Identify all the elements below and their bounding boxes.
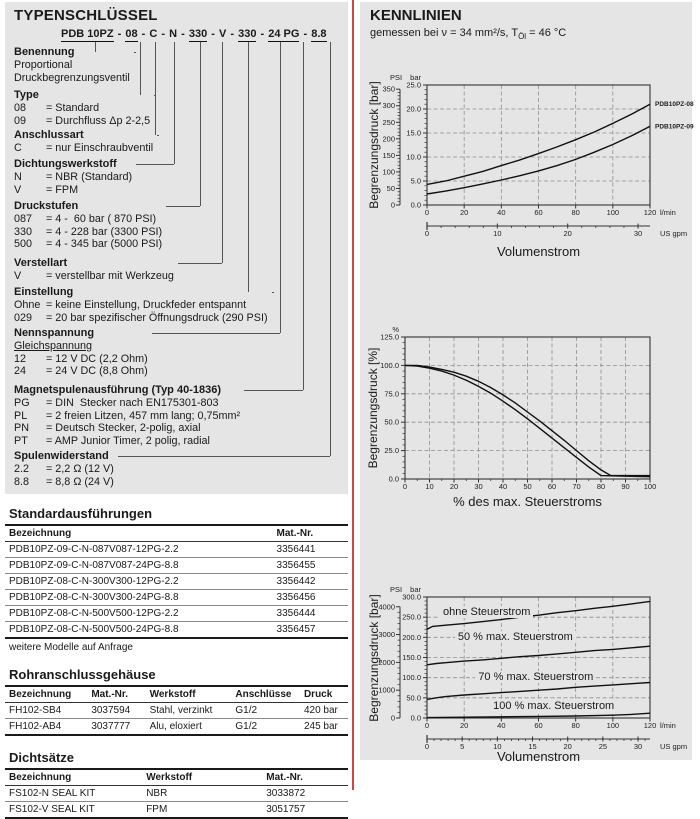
typekey-item-text: = 4 - 60 bar ( 870 PSI) (46, 213, 157, 225)
type-code-separator: - (158, 28, 169, 40)
table-cell: 3356456 (276, 592, 316, 603)
typekey-item-code: 500 (14, 238, 33, 251)
table-row (5, 622, 348, 639)
type-code-separator: - (300, 28, 311, 40)
typekey-item-text: = NBR (Standard) (46, 171, 133, 183)
typekey-item (14, 422, 240, 435)
svg-text:bar: bar (410, 585, 421, 594)
typekey-connector (166, 206, 200, 207)
svg-text:0: 0 (390, 713, 395, 723)
svg-text:60: 60 (534, 208, 543, 217)
series-line (405, 365, 650, 475)
kennlinien-title: KENNLINIEN (370, 7, 462, 24)
chart-druck-volumenstrom-steuerstrom (360, 572, 692, 767)
typekey-item-text: = 20 bar spezifischer Öffnungsdruck (290 PSI) (46, 311, 268, 324)
typekey-item-code: 087 (14, 213, 33, 225)
svg-text:50.0: 50.0 (406, 693, 421, 703)
chart0-ylabel: Begrenzungsdruck [bar] (367, 81, 381, 209)
series-label: 100 % max. Steuerstrom (490, 700, 617, 712)
standardausfuehrungen-title: Standardausführungen (9, 506, 153, 521)
typekey-item-text: = Standard (46, 102, 100, 114)
column-header: Mat.-Nr. (91, 689, 128, 700)
typekey-connector (174, 42, 175, 164)
typekey-section-heading: Verstellart (14, 257, 68, 269)
series-label: 50 % max. Steuerstrom (455, 631, 576, 643)
svg-text:40: 40 (497, 721, 506, 730)
table-cell: 3051757 (266, 804, 306, 815)
svg-text:US gpm: US gpm (660, 229, 688, 238)
typekey-item (14, 340, 148, 353)
table-body (5, 542, 348, 639)
typekey-item (14, 270, 174, 283)
table-cell: PDB10PZ-08-C-N-300V300-12PG-2.2 (9, 576, 179, 587)
typekey-section-heading: Magnetspulenausführung (Typ 40-1836) (14, 384, 221, 396)
typekey-section (14, 384, 240, 448)
type-code-separator: - (208, 28, 218, 40)
type-code-separator: - (114, 28, 125, 40)
svg-text:70: 70 (572, 482, 581, 491)
svg-text:40: 40 (498, 482, 508, 491)
typekey-connector (330, 42, 331, 456)
table-cell: 3356442 (276, 576, 316, 587)
svg-text:PDB10PZ-08: PDB10PZ-08 (655, 101, 694, 109)
svg-text:100: 100 (382, 167, 395, 177)
type-code-segment: 330 (188, 28, 208, 40)
typekey-item-code: 330 (14, 225, 33, 238)
column-header: Druck (303, 689, 333, 700)
type-code-separator: - (227, 28, 238, 40)
table-body (5, 703, 348, 736)
svg-text:80: 80 (596, 482, 606, 491)
typekey-item-code: PT (14, 435, 28, 448)
type-code (61, 28, 327, 42)
svg-text:US gpm: US gpm (660, 742, 688, 751)
svg-text:30: 30 (474, 482, 483, 491)
typekey-section (14, 450, 114, 488)
typekey-item-text: = AMP Junior Timer, 2 polig, radial (46, 435, 210, 448)
typekey-item-code: 12 (14, 352, 27, 365)
typekey-section (14, 129, 153, 155)
typekey-connector (303, 42, 304, 390)
table-row (5, 558, 348, 574)
kennlinien-subtitle: gemessen bei ν = 34 mm²/s, $T_{Öl} = 46$ °C (370, 27, 567, 42)
standardausfuehrungen-table (5, 524, 348, 639)
table-cell: PDB10PZ-08-C-N-300V300-24PG-8.8 (9, 592, 179, 603)
svg-text:50: 50 (386, 183, 395, 193)
typekey-item-code: 09 (14, 114, 27, 127)
table-head (5, 525, 348, 542)
typekey-connector (136, 164, 174, 165)
chart-canvas (360, 322, 694, 522)
svg-text:0: 0 (424, 721, 430, 730)
svg-text:100: 100 (606, 721, 620, 730)
typekey-item-code: V (14, 270, 22, 282)
svg-text:10: 10 (493, 742, 502, 751)
typekey-item-code: 08 (14, 102, 27, 114)
typekey-section-heading: Spulenwiderstand (14, 450, 109, 462)
typekey-connector (200, 42, 201, 206)
table-cell: 3356444 (276, 608, 316, 619)
type-code-separator: - (138, 28, 149, 40)
table-row (5, 719, 348, 736)
typekey-item-code: C (14, 142, 22, 154)
table-cell: 3356441 (276, 544, 316, 555)
svg-text:20: 20 (459, 721, 469, 730)
svg-text:75.0: 75.0 (384, 389, 399, 399)
table-body (5, 786, 348, 819)
svg-text:l/min: l/min (660, 721, 676, 730)
table-row (5, 786, 348, 802)
typekey-item-text: = 24 V DC (8,8 Ohm) (46, 365, 148, 378)
svg-text:125.0: 125.0 (380, 332, 399, 342)
chart-begrenzungsdruck-steuerstrom (360, 322, 692, 522)
typekey-item (14, 72, 130, 85)
typekey-item (14, 171, 132, 184)
typekey-item-text: = 2 freien Litzen, 457 mm lang; 0,75mm² (46, 409, 241, 422)
typekey-item-code: 24 (14, 365, 27, 378)
typekey-item-code: V (14, 183, 22, 196)
svg-text:60: 60 (547, 482, 557, 491)
svg-text:150: 150 (382, 150, 395, 160)
typekey-section (14, 89, 150, 127)
chart0-xlabel: Volumenstrom (496, 244, 581, 259)
svg-text:0: 0 (390, 200, 395, 210)
typekey-connector (157, 135, 159, 136)
series-label: ohne Steuerstrom (440, 606, 533, 618)
typekey-item-code: 8.8 (14, 475, 30, 488)
typekey-item (14, 435, 240, 448)
typekey-item-text: = nur Einschraubventil (46, 142, 154, 154)
typekey-connector (178, 263, 222, 264)
svg-text:PSI: PSI (389, 585, 403, 594)
typekey-item (14, 312, 268, 325)
dichtsaetze-title: Dichtsätze (9, 750, 75, 765)
svg-text:250: 250 (382, 117, 395, 127)
typekey-section-heading: Einstellung (14, 286, 74, 298)
typekey-section (14, 327, 148, 378)
rohranschlussgehaeuse-title: Rohranschlussgehäuse (9, 667, 156, 682)
type-code-segment: V (219, 28, 227, 40)
column-header: Mat.-Nr. (276, 528, 314, 539)
typekey-item (14, 184, 132, 197)
column-header: Anschlüsse (235, 689, 292, 700)
svg-text:25: 25 (598, 742, 608, 751)
type-code-separator: - (178, 28, 188, 40)
typenschluessel-panel (5, 2, 348, 494)
svg-text:l/min: l/min (660, 208, 676, 217)
svg-text:50.0: 50.0 (384, 417, 399, 427)
svg-text:25.0: 25.0 (384, 446, 399, 456)
type-code-separator: - (257, 28, 268, 40)
table-cell: PDB10PZ-09-C-N-087V087-24PG-8.8 (9, 560, 179, 571)
svg-text:4000: 4000 (378, 602, 395, 612)
table-cell: 245 bar (303, 721, 338, 732)
typekey-connector (222, 42, 223, 263)
table-header-row (5, 686, 348, 703)
typekey-section-heading: Dichtungswerkstoff (14, 158, 117, 170)
svg-text:90: 90 (621, 482, 630, 491)
svg-text:10: 10 (425, 482, 434, 491)
typekey-section (14, 286, 268, 324)
type-code-segment: 330 (238, 28, 257, 40)
typekey-item (14, 353, 148, 366)
typekey-item (14, 397, 240, 410)
typekey-item (14, 476, 114, 489)
typekey-item (14, 142, 153, 155)
svg-text:5: 5 (460, 742, 465, 751)
typekey-connector (152, 333, 280, 334)
type-code-segment: PDB 10PZ (61, 28, 114, 40)
svg-text:10: 10 (493, 229, 502, 238)
typekey-item (14, 365, 148, 378)
svg-text:20: 20 (563, 229, 572, 238)
typekey-section-heading: Druckstufen (14, 200, 79, 212)
svg-text:50: 50 (523, 482, 532, 491)
table-cell: FS102-N SEAL KIT (9, 788, 96, 799)
svg-text:30: 30 (633, 742, 643, 751)
column-header: Werkstoff (146, 772, 193, 783)
typekey-item (14, 102, 150, 115)
typekey-item-code: 2.2 (14, 463, 30, 475)
svg-text:bar: bar (410, 73, 421, 82)
kennlinien-panel (360, 2, 694, 764)
svg-text:10.0: 10.0 (406, 152, 421, 162)
svg-text:40: 40 (497, 208, 506, 217)
typekey-connector (95, 42, 96, 52)
typekey-section-heading: Nennspannung (14, 327, 95, 339)
typekey-item (14, 59, 130, 72)
typekey-connector (134, 52, 136, 53)
svg-text:5.0: 5.0 (410, 176, 421, 186)
typekey-section-heading: Anschlussart (14, 129, 84, 141)
typekey-item (14, 463, 114, 476)
typekey-item-text: = FPM (46, 183, 79, 196)
typekey-item (14, 299, 268, 312)
type-code-segment: 08 (125, 28, 138, 40)
svg-text:350: 350 (382, 84, 395, 94)
table-row (5, 606, 348, 622)
typekey-item-text: = 4 - 345 bar (5000 PSI) (46, 238, 163, 251)
svg-text:250.0: 250.0 (402, 612, 421, 622)
svg-text:2000: 2000 (378, 657, 395, 667)
type-code-segment: N (169, 28, 178, 40)
table-cell: 3037594 (91, 705, 131, 716)
typekey-item-text: = keine Einstellung, Druckfeder entspannt (46, 299, 247, 311)
table-head (5, 686, 348, 703)
svg-text:100.0: 100.0 (402, 673, 421, 683)
svg-text:0: 0 (424, 208, 430, 217)
typekey-section-heading: Benennung (14, 46, 75, 58)
typekey-item (14, 226, 162, 239)
typekey-item-text: = 4 - 228 bar (3300 PSI) (46, 225, 163, 238)
typekey-section-heading: Type (14, 89, 39, 101)
table-cell: Alu, eloxiert (149, 721, 202, 732)
table-row (5, 590, 348, 606)
rohranschlussgehaeuse-table (5, 685, 348, 736)
table-cell: PDB10PZ-09-C-N-087V087-12PG-2.2 (9, 544, 179, 555)
svg-text:100: 100 (606, 208, 620, 217)
column-header: Bezeichnung (9, 528, 72, 539)
typekey-section (14, 200, 162, 251)
svg-text:15.0: 15.0 (406, 128, 421, 138)
svg-text:300: 300 (382, 101, 395, 111)
typekey-section (14, 158, 132, 196)
table-cell: NBR (146, 788, 168, 799)
typekey-item-text: = DIN Stecker nach EN175301-803 (46, 397, 219, 409)
table-header-row (5, 769, 348, 786)
svg-text:100.0: 100.0 (380, 360, 399, 370)
svg-text:PSI: PSI (389, 73, 403, 82)
table-cell: FPM (146, 804, 168, 815)
typekey-item-text: Proportional (14, 59, 73, 71)
svg-text:0.0: 0.0 (410, 200, 421, 210)
typekey-item-code: Ohne (14, 299, 41, 311)
typekey-item-text: = verstellbar mit Werkzeug (46, 270, 174, 282)
typekey-item-code: 029 (14, 311, 33, 324)
divider-line (352, 0, 354, 790)
svg-text:15: 15 (528, 742, 537, 751)
typekey-item (14, 213, 162, 226)
chart2-xlabel: Volumenstrom (496, 749, 581, 764)
column-header: Bezeichnung (9, 772, 72, 783)
svg-text:200.0: 200.0 (402, 632, 421, 642)
typekey-item (14, 410, 240, 423)
tables-area (5, 506, 348, 819)
table-cell: G1/2 (235, 705, 258, 716)
typekey-title: TYPENSCHLÜSSEL (14, 7, 158, 24)
chart-canvas (360, 572, 694, 767)
table-cell: Stahl, verzinkt (149, 705, 213, 716)
table-row (5, 542, 348, 558)
chart1-ylabel: Begrenzungsdruck [%] (366, 347, 380, 469)
table-header-row (5, 525, 348, 542)
column-header: Werkstoff (149, 689, 196, 700)
svg-text:30: 30 (633, 229, 643, 238)
typekey-item-text: = Deutsch Stecker, 2-polig, axial (46, 422, 201, 435)
table-cell: 3037777 (91, 721, 131, 732)
typekey-item-text: = 12 V DC (2,2 Ohm) (46, 352, 148, 365)
series-label: 70 % max. Steuerstrom (475, 671, 596, 683)
column-header: Mat.-Nr. (266, 772, 303, 783)
dichtsaetze-table (5, 768, 348, 819)
table-cell: 3033872 (266, 788, 306, 799)
typekey-connector (118, 456, 330, 457)
typekey-item-text: = 8,8 Ω (24 V) (46, 475, 114, 488)
typekey-item-code: PL (14, 409, 28, 422)
svg-text:1000: 1000 (378, 685, 395, 695)
svg-text:20: 20 (563, 742, 572, 751)
svg-text:0: 0 (402, 482, 408, 491)
typekey-item-code: PG (14, 397, 30, 409)
svg-text:%: % (392, 325, 399, 334)
typekey-connector (272, 292, 274, 293)
type-code-segment: 24 PG (268, 28, 300, 40)
table-cell: FH102-SB4 (9, 705, 62, 716)
typekey-item-code: PN (14, 422, 29, 435)
column-header: Bezeichnung (9, 689, 72, 700)
svg-text:20: 20 (459, 208, 469, 217)
typekey-item-code: N (14, 171, 22, 183)
table-row (5, 802, 348, 819)
type-code-segment: C (149, 28, 158, 40)
typekey-section (14, 46, 130, 84)
chart-canvas (360, 58, 694, 268)
svg-text:150.0: 150.0 (402, 653, 421, 662)
svg-text:200: 200 (382, 134, 395, 144)
standardausfuehrungen-footer: weitere Modelle auf Anfrage (9, 642, 133, 653)
svg-text:0: 0 (424, 742, 430, 751)
svg-text:120: 120 (643, 721, 657, 730)
svg-text:20.0: 20.0 (406, 104, 421, 114)
svg-text:0.0: 0.0 (388, 474, 399, 484)
svg-text:0.0: 0.0 (410, 713, 421, 723)
svg-text:120: 120 (643, 208, 657, 217)
typekey-connector (244, 390, 303, 391)
svg-text:100: 100 (643, 482, 657, 491)
typekey-item (14, 238, 162, 251)
chart-begrenzungsdruck-volumenstrom (360, 58, 692, 268)
svg-text:25.0: 25.0 (406, 80, 421, 90)
type-code-segment: 8.8 (311, 28, 327, 40)
typekey-connector (280, 42, 281, 333)
chart2-ylabel: Begrenzungsdruck [bar] (367, 594, 381, 722)
svg-text:80: 80 (571, 721, 580, 730)
svg-text:20: 20 (449, 482, 459, 491)
table-cell: FS102-V SEAL KIT (9, 804, 95, 815)
svg-text:3000: 3000 (378, 630, 395, 640)
svg-text:0: 0 (424, 229, 430, 238)
typekey-item-text: Druckbegrenzungsventil (14, 71, 130, 84)
table-cell: 3356457 (276, 624, 316, 635)
svg-text:60: 60 (534, 721, 543, 730)
table-cell: G1/2 (235, 721, 258, 732)
typekey-connector (140, 42, 141, 95)
typekey-connector (155, 42, 156, 135)
svg-text:PDB10PZ-09: PDB10PZ-09 (655, 123, 694, 131)
table-row (5, 574, 348, 590)
table-cell: PDB10PZ-08-C-N-500V500-24PG-8.8 (9, 624, 179, 635)
typekey-connector (248, 42, 249, 292)
typekey-item-text: Gleichspannung (14, 340, 93, 352)
table-cell: 420 bar (303, 705, 338, 716)
svg-text:300.0: 300.0 (402, 592, 421, 602)
table-cell: FH102-AB4 (9, 721, 62, 732)
typekey-section (14, 257, 174, 283)
svg-text:80: 80 (571, 208, 580, 217)
table-row (5, 703, 348, 719)
table-cell: PDB10PZ-08-C-N-500V500-12PG-2.2 (9, 608, 179, 619)
chart1-xlabel: % des max. Steuerstroms (453, 494, 602, 509)
typekey-item-text: = 2,2 Ω (12 V) (46, 463, 114, 475)
typekey-item (14, 115, 150, 128)
typekey-item-text: = Durchfluss Δp 2-2,5 (46, 114, 151, 127)
table-head (5, 769, 348, 786)
table-cell: 3356455 (276, 560, 316, 571)
series-line (405, 365, 650, 476)
